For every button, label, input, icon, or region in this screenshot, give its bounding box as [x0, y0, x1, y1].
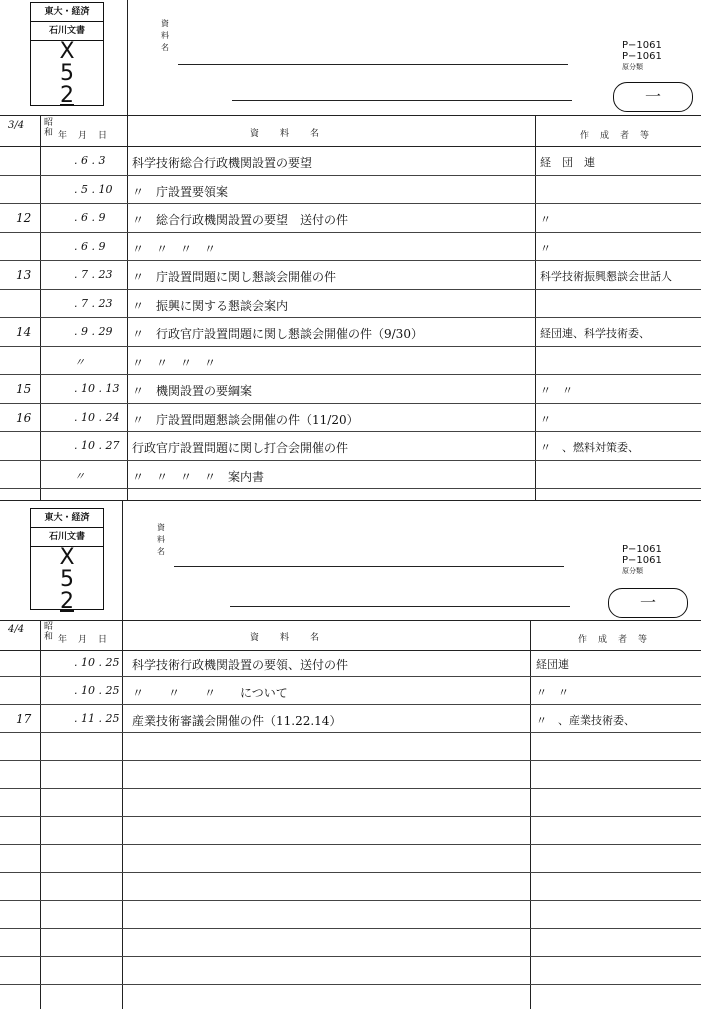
row-number: 17	[16, 712, 32, 726]
p-code-block: P−1061 P−1061 原分類	[622, 40, 662, 71]
row-date: 〃	[74, 469, 85, 483]
row-author: 〃	[540, 213, 551, 226]
header-author: 作 成 者 等	[578, 635, 649, 645]
row-date: . 10 . 24	[74, 410, 120, 424]
row-author: 〃	[540, 412, 551, 426]
stamp-collection: 石川文書	[31, 22, 103, 41]
row-date: . 10 . 27	[74, 439, 120, 452]
row-date: . 7 . 23	[74, 268, 113, 281]
row-title: 科学技術総合行政機関設置の要望	[132, 156, 313, 170]
page-mark: 4/4	[8, 624, 25, 635]
header-era: 昭和	[44, 118, 55, 138]
row-date: . 9 . 29	[74, 325, 113, 338]
row-date: . 10 . 13	[74, 382, 120, 395]
row-date: . 10 . 25	[74, 684, 120, 697]
stamp-org: 東大・経済	[31, 509, 103, 528]
record-sheet-1	[0, 0, 701, 500]
archive-stamp	[30, 508, 104, 614]
row-title: 〃 〃 〃 〃	[132, 241, 217, 256]
row-number: 16	[16, 410, 32, 425]
row-number: 12	[16, 211, 32, 225]
stamp-code-5: 5	[60, 567, 74, 592]
row-title: 〃 庁設置問題懇談会開催の件（11/20）	[132, 412, 359, 427]
row-date: . 5 . 10	[74, 182, 113, 196]
row-title: 〃 総合行政機関設置の要望 送付の件	[132, 213, 349, 227]
row-author: 経団連	[536, 658, 569, 671]
stamp-collection: 石川文書	[31, 528, 103, 547]
row-title: 〃 〃 〃 について	[132, 686, 288, 700]
row-date: . 6 . 9	[74, 211, 106, 224]
p-code-block: P−1061 P−1061 原分類	[622, 544, 662, 575]
stamp-org: 東大・経済	[31, 3, 103, 22]
row-author: 経団連、科学技術委、	[540, 327, 650, 340]
row-number: 13	[16, 268, 32, 282]
row-author: 〃	[540, 241, 551, 255]
category-oval: 一	[608, 588, 688, 618]
row-date: . 11 . 25	[74, 712, 120, 725]
row-title: 〃 庁設置問題に関し懇談会開催の件	[132, 270, 337, 284]
header-date: 年 月 日	[58, 131, 109, 141]
row-title: 〃 行政官庁設置問題に関し懇談会開催の件（9/30）	[132, 327, 423, 341]
row-date: . 6 . 9	[74, 239, 106, 253]
row-title: 行政官庁設置問題に関し打合会開催の件	[132, 441, 349, 455]
header-title: 資 料 名	[250, 633, 321, 643]
material-name-label: 資 料 名	[161, 19, 169, 52]
row-title: 〃 〃 〃 〃 案内書	[132, 469, 265, 484]
row-date: . 7 . 23	[74, 296, 113, 310]
row-title: 〃 振興に関する懇談会案内	[132, 298, 289, 313]
stamp-code-5: 5	[60, 61, 74, 86]
stamp-code-2: 2	[60, 83, 74, 108]
row-author: 〃 、産業技術委、	[536, 714, 635, 727]
stamp-code-x: X	[59, 545, 75, 570]
row-author: 〃 、燃料対策委、	[540, 441, 639, 454]
header-era: 昭和	[44, 622, 55, 642]
row-title: 〃 庁設置要領案	[132, 184, 229, 199]
row-title: 科学技術行政機関設置の要領、送付の件	[132, 658, 349, 672]
material-name-label: 資 料 名	[157, 523, 165, 556]
row-author: 経 団 連	[540, 156, 595, 169]
category-oval: 一	[613, 82, 693, 112]
row-author: 〃 〃	[540, 384, 573, 397]
page-mark: 3/4	[8, 120, 25, 131]
row-date: . 10 . 25	[74, 656, 120, 669]
header-title: 資 料 名	[250, 129, 321, 139]
archive-stamp	[30, 2, 104, 106]
row-title: 〃 機関設置の要綱案	[132, 384, 253, 398]
row-number: 15	[16, 382, 32, 396]
row-date: . 6 . 3	[74, 154, 106, 167]
stamp-code-x: X	[59, 39, 75, 64]
row-number: 14	[16, 325, 32, 339]
row-author: 科学技術振興懇談会世話人	[540, 270, 672, 283]
row-author: 〃 〃	[536, 686, 569, 699]
header-date: 年 月 日	[58, 635, 109, 645]
stamp-code-2: 2	[60, 589, 74, 614]
record-sheet-2	[0, 500, 701, 1009]
row-title: 産業技術審議会開催の件（11.22.14）	[132, 714, 342, 728]
row-title: 〃 〃 〃 〃	[132, 355, 217, 370]
header-author: 作 成 者 等	[580, 131, 651, 141]
row-date: 〃	[74, 355, 85, 369]
